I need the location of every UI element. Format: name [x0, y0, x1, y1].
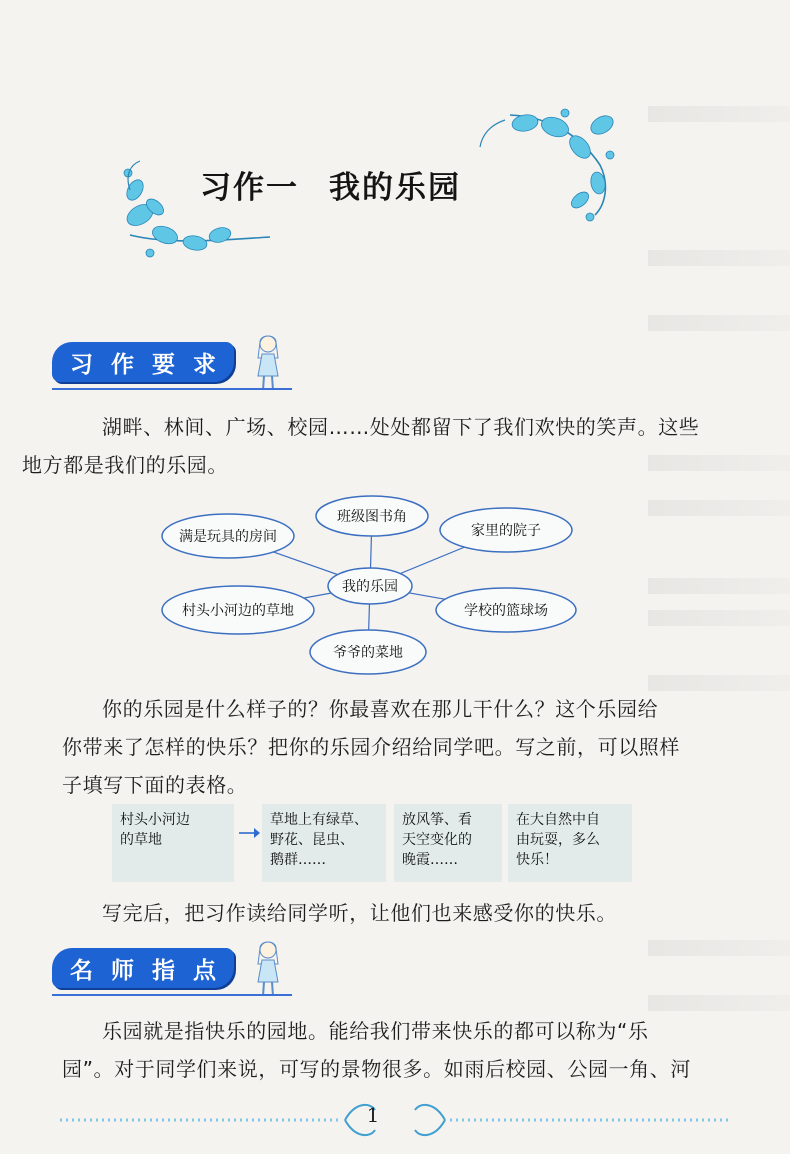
cell-line: 鹅群……: [270, 852, 326, 868]
cell-line: 在大自然中自: [516, 812, 600, 828]
example-table: [112, 804, 632, 884]
cell-line: 野花、昆虫、: [270, 832, 354, 848]
mind-map-node-label: 爷爷的菜地: [333, 645, 403, 661]
title-part-1: 习作一: [200, 170, 299, 206]
mind-map-node-label: 学校的篮球场: [464, 603, 548, 619]
intro-line-1: 湖畔、林间、广场、校园……处处都留下了我们欢快的笑声。这些: [102, 415, 700, 439]
cell-line: 的草地: [120, 832, 162, 848]
example-cell-activity: [394, 804, 502, 882]
badge-char: 作: [111, 351, 134, 378]
section-heading-requirements: [52, 332, 292, 394]
requirements-badge: [52, 342, 234, 382]
intro-line-2: 地方都是我们的乐园。: [22, 453, 228, 477]
cell-line: 天空变化的: [402, 832, 472, 848]
bleed-through-band: [648, 940, 790, 956]
questions-line-2: 你带来了怎样的快乐？把你的乐园介绍给同学吧。写之前，可以照样: [62, 735, 680, 759]
teacher-guide-paragraph: [62, 1012, 712, 1088]
guide-line-2: 园”。对于同学们来说，可写的景物很多。如雨后校园、公园一角、河: [62, 1057, 691, 1081]
mind-map-node-label: 家里的院子: [471, 523, 541, 539]
questions-paragraph: [62, 690, 712, 804]
bleed-through-band: [648, 250, 790, 266]
cell-line: 由玩耍，多么: [516, 832, 600, 848]
mind-map-node-label: 满是玩具的房间: [179, 529, 277, 545]
badge-char: 求: [193, 351, 216, 378]
cell-line: 草地上有绿草、: [270, 812, 368, 828]
bleed-through-band: [648, 315, 790, 331]
badge-char: 指: [152, 957, 175, 984]
intro-paragraph: [22, 408, 712, 484]
bleed-through-band: [648, 995, 790, 1011]
bleed-through-band: [648, 500, 790, 516]
badge-char: 要: [152, 351, 175, 378]
mind-map-node-label: 村头小河边的草地: [182, 603, 294, 619]
bleed-through-band: [648, 610, 790, 626]
after-writing-text: 写完后，把习作读给同学听，让他们也来感受你的快乐。: [102, 901, 617, 925]
section-heading-teacher-guide: [52, 938, 292, 1000]
badge-char: 点: [193, 957, 216, 984]
title-part-2: 我的乐园: [329, 170, 461, 206]
badge-char: 名: [70, 957, 93, 984]
mind-map-center-label: 我的乐园: [342, 579, 398, 595]
bleed-through-band: [648, 106, 790, 122]
arrow-right-icon: [238, 826, 260, 840]
badge-char: 习: [70, 351, 93, 378]
page-title: [200, 162, 461, 207]
bleed-through-band: [648, 578, 790, 594]
example-cell-place: [112, 804, 234, 882]
mind-map: [160, 492, 580, 682]
girl-figure-icon: [238, 332, 298, 394]
section-underline: [52, 388, 292, 390]
questions-line-1: 你的乐园是什么样子的？你最喜欢在那儿干什么？这个乐园给: [102, 697, 659, 721]
teacher-guide-badge: [52, 948, 234, 988]
bleed-through-band: [648, 675, 790, 691]
section-underline: [52, 994, 292, 996]
example-cell-scenery: [262, 804, 386, 882]
cell-line: 放风筝、看: [402, 812, 472, 828]
cell-line: 快乐！: [516, 852, 558, 868]
page-number: 1: [366, 1103, 380, 1127]
cell-line: 晚霞……: [402, 852, 458, 868]
guide-line-1: 乐园就是指快乐的园地。能给我们带来快乐的都可以称为“乐: [102, 1019, 649, 1043]
questions-line-3: 子填写下面的表格。: [62, 773, 248, 797]
example-cell-feeling: [508, 804, 632, 882]
cell-line: 村头小河边: [120, 812, 190, 828]
girl-figure-icon: [238, 938, 298, 1000]
after-writing-paragraph: [62, 894, 712, 932]
mind-map-node-label: 班级图书角: [337, 509, 407, 525]
badge-char: 师: [111, 957, 134, 984]
